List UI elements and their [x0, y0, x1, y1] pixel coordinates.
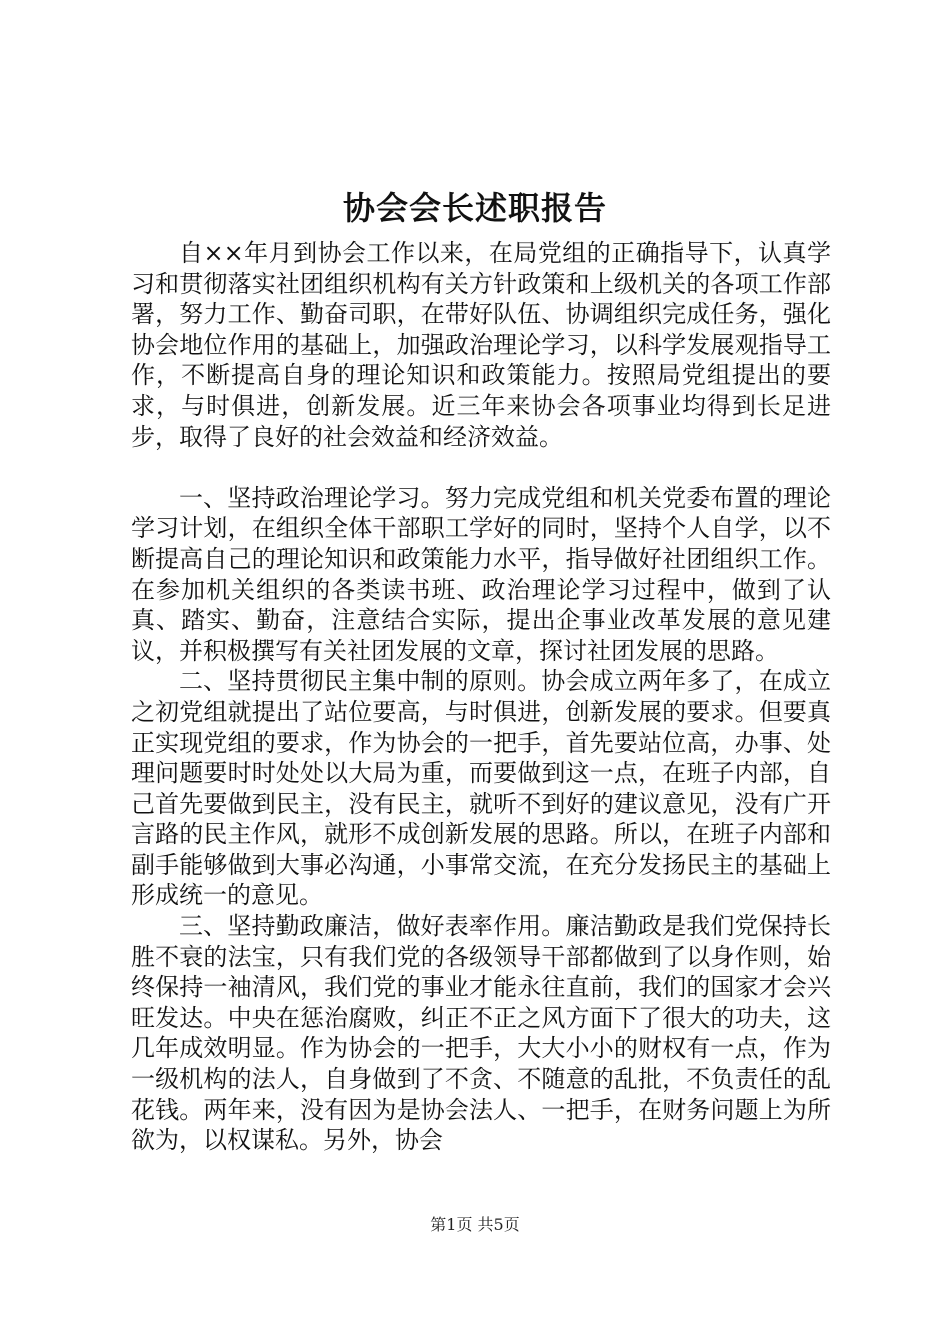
document-body — [131, 238, 831, 1156]
paragraph-section-2: 二、坚持贯彻民主集中制的原则。协会成立两年多了，在成立之初党组就提出了站位要高，与时俱进，创新发展的要求。但要真正实现党组的要求，作为协会的一把手，首先要站位高，办事、处理问题要时时处处以大局为重，而要做到这一点，在班子内部，自己首先要做到民主，没有民主，就听不到好的建议意见，没有广开言路的民主作风，就形不成创新发展的思路。所以，在班子内部和副手能够做到大事必沟通，小事常交流，在充分发扬民主的基础上形成统一的意见。 — [131, 667, 831, 910]
paragraph-intro: 自××年月到协会工作以来，在局党组的正确指导下，认真学习和贯彻落实社团组织机构有关方针政策和上级机关的各项工作部署，努力工作、勤奋司职，在带好队伍、协调组织完成任务，强化协会地位作用的基础上，加强政治理论学习，以科学发展观指导工作，不断提高自身的理论知识和政策能力。按照局党组提出的要求，与时俱进，创新发展。近三年来协会各项事业均得到长足进步，取得了良好的社会效益和经济效益。 — [131, 239, 831, 451]
page-footer: 第1页 共5页 — [430, 1215, 520, 1234]
paragraph-section-1: 一、坚持政治理论学习。努力完成党组和机关党委布置的理论学习计划，在组织全体干部职工学好的同时，坚持个人自学，以不断提高自己的理论知识和政策能力水平，指导做好社团组织工作。在参加机关组织的各类读书班、政治理论学习过程中，做到了认真、踏实、勤奋，注意结合实际，提出企事业改革发展的意见建议，并积极撰写有关社团发展的文章，探讨社团发展的思路。 — [131, 483, 831, 665]
paragraph-section-3: 三、坚持勤政廉洁，做好表率作用。廉洁勤政是我们党保持长胜不衰的法宝，只有我们党的各级领导干部都做到了以身作则，始终保持一袖清风，我们党的事业才能永往直前，我们的国家才会兴旺发达。中央在惩治腐败，纠正不正之风方面下了很大的功夫，这几年成效明显。作为协会的一把手，大大小小的财权有一点，作为一级机构的法人，自身做到了不贪、不随意的乱批，不负责任的乱花钱。两年来，没有因为是协会法人、一把手，在财务问题上为所欲为，以权谋私。另外，协会 — [131, 912, 831, 1155]
document-title: 协会会长述职报告 — [342, 189, 607, 227]
